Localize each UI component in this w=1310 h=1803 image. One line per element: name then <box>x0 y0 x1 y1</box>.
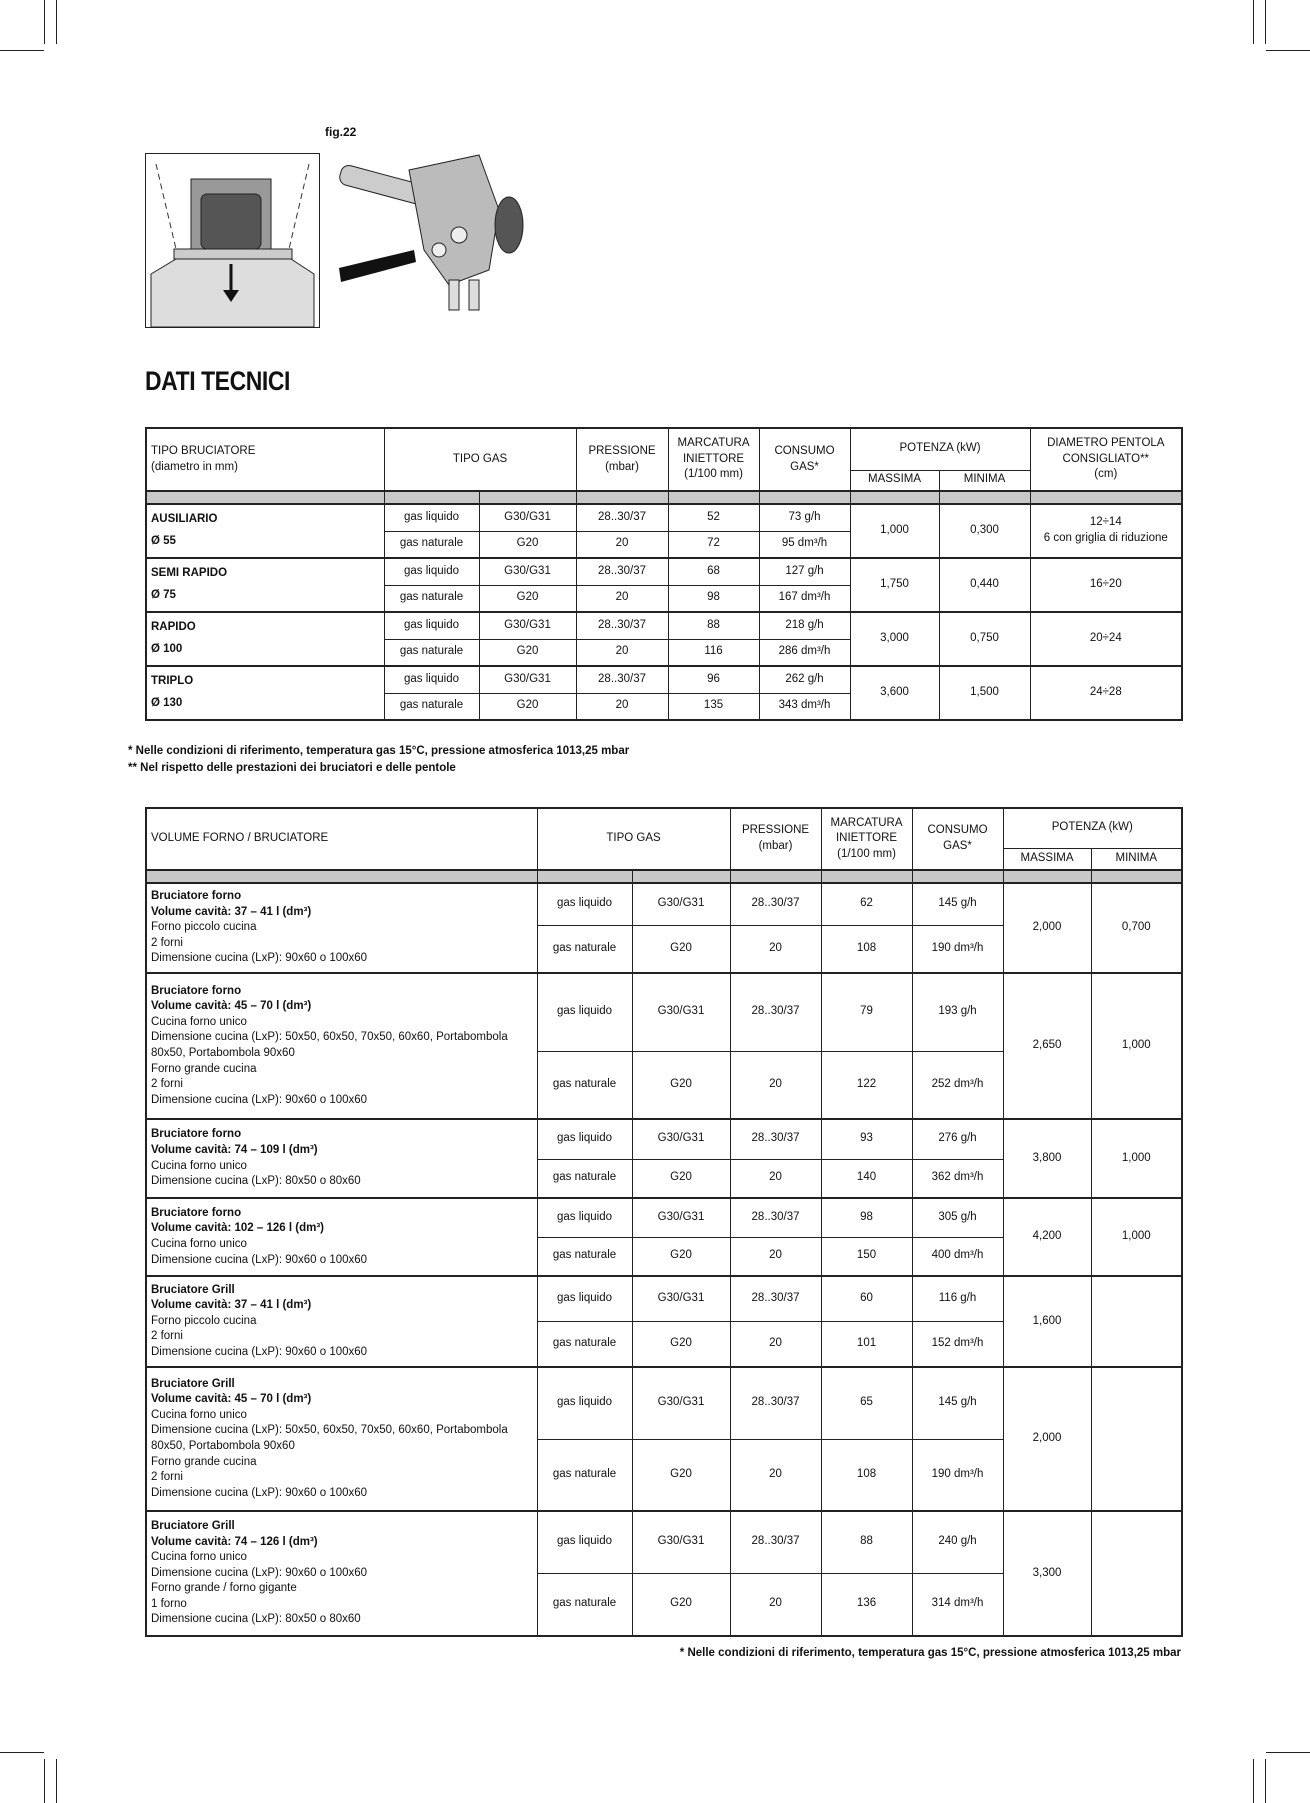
power-max: 1,750 <box>850 558 939 612</box>
gas-consumption: 145 g/h <box>912 883 1003 925</box>
gas-pressure: 20 <box>576 585 668 612</box>
header-line: PRESSIONE <box>741 824 810 837</box>
header-max: MASSIMA <box>850 470 939 491</box>
gas-type: gas naturale <box>537 925 632 973</box>
gas-code: G30/G31 <box>632 973 730 1051</box>
gas-code: G20 <box>632 1439 730 1511</box>
crop-mark <box>56 0 57 44</box>
crop-mark <box>1253 1759 1254 1803</box>
power-max: 1,600 <box>1003 1276 1091 1367</box>
header-line: INIETTORE <box>835 832 898 845</box>
oven-description <box>146 973 537 1119</box>
power-min: 1,000 <box>1091 1119 1182 1198</box>
header-gas-type: TIPO GAS <box>384 428 576 491</box>
gas-consumption: 116 g/h <box>912 1276 1003 1321</box>
power-min: 0,440 <box>939 558 1030 612</box>
separator-cell <box>668 491 759 504</box>
gas-consumption: 305 g/h <box>912 1198 1003 1237</box>
crop-mark <box>1265 1759 1266 1803</box>
description-line: Dimensione cucina (LxP): 90x60 o 100x60 <box>151 1486 368 1499</box>
power-min: 1,000 <box>1091 1198 1182 1276</box>
gas-marking: 79 <box>821 973 912 1051</box>
pot-diameter <box>1030 612 1182 666</box>
burner-name: TRIPLO <box>151 675 194 688</box>
description-line: Cucina forno unico <box>151 1015 247 1028</box>
table-row <box>146 1198 1182 1237</box>
header-line: CONSUMO <box>774 444 835 457</box>
separator-cell <box>821 870 912 883</box>
gas-marking: 88 <box>821 1511 912 1573</box>
power-min: 1,000 <box>1091 973 1182 1119</box>
gas-pressure: 28..30/37 <box>730 1119 821 1159</box>
description-line: Bruciatore Grill <box>151 1283 235 1296</box>
separator-row <box>146 870 1182 883</box>
crop-mark <box>44 0 45 44</box>
gas-pressure: 28..30/37 <box>730 1276 821 1321</box>
gas-type: gas naturale <box>537 1159 632 1198</box>
header-power: POTENZA (kW) <box>1003 808 1182 848</box>
oven-burner-data-table <box>145 807 1183 1637</box>
gas-consumption: 190 dm³/h <box>912 925 1003 973</box>
oven-description <box>146 1367 537 1511</box>
burner-size: Ø 130 <box>151 697 183 709</box>
header-consumption <box>912 808 1003 870</box>
separator-cell <box>576 491 668 504</box>
header-line: GAS* <box>790 460 819 473</box>
power-max: 2,650 <box>1003 973 1091 1119</box>
header-burner: VOLUME FORNO / BRUCIATORE <box>146 808 537 870</box>
gas-code: G20 <box>632 1051 730 1119</box>
header-pressure <box>576 428 668 491</box>
header-pressure <box>730 808 821 870</box>
gas-pressure: 20 <box>730 1237 821 1276</box>
power-min <box>1091 1511 1182 1636</box>
gas-marking: 136 <box>821 1573 912 1636</box>
gas-pressure: 28..30/37 <box>576 504 668 531</box>
power-max: 3,000 <box>850 612 939 666</box>
gas-pressure: 20 <box>730 1159 821 1198</box>
gas-pressure: 20 <box>576 639 668 666</box>
description-line: Dimensione cucina (LxP): 90x60 o 100x60 <box>151 1566 368 1579</box>
table-row <box>146 1276 1182 1321</box>
separator-cell <box>479 491 576 504</box>
description-line: 2 forni <box>151 1471 183 1484</box>
gas-consumption: 276 g/h <box>912 1119 1003 1159</box>
burner-name: RAPIDO <box>151 621 196 634</box>
table-row <box>146 883 1182 925</box>
description-line: Forno piccolo cucina <box>151 921 257 934</box>
gas-code: G20 <box>479 693 576 720</box>
gas-code: G30/G31 <box>632 1119 730 1159</box>
power-min <box>1091 1276 1182 1367</box>
gas-marking: 140 <box>821 1159 912 1198</box>
oven-description <box>146 1276 537 1367</box>
gas-marking: 72 <box>668 531 759 558</box>
description-line: Volume cavità: 37 – 41 l (dm³) <box>151 905 312 918</box>
header-marking <box>821 808 912 870</box>
separator-cell <box>1091 870 1182 883</box>
gas-type: gas naturale <box>537 1237 632 1276</box>
description-line: Volume cavità: 102 – 126 l (dm³) <box>151 1222 324 1235</box>
gas-type: gas liquido <box>537 1367 632 1439</box>
burner-size: Ø 75 <box>151 589 176 601</box>
gas-pressure: 28..30/37 <box>730 1367 821 1439</box>
gas-marking: 88 <box>668 612 759 639</box>
description-line: Dimensione cucina (LxP): 80x50 o 80x60 <box>151 1175 361 1188</box>
header-line: (mbar) <box>605 460 639 473</box>
power-min: 0,700 <box>1091 883 1182 973</box>
header-line: (1/100 mm) <box>684 468 743 481</box>
description-line: Bruciatore Grill <box>151 1377 235 1390</box>
crop-mark <box>1253 0 1254 44</box>
gas-pressure: 28..30/37 <box>730 973 821 1051</box>
gas-marking: 62 <box>821 883 912 925</box>
table-row <box>146 1511 1182 1573</box>
oven-description <box>146 1198 537 1276</box>
header-line: PRESSIONE <box>588 444 656 457</box>
crop-mark <box>1266 50 1310 51</box>
header-line: CONSUMO <box>927 824 988 837</box>
header-line: MARCATURA <box>830 816 903 829</box>
gas-marking: 135 <box>668 693 759 720</box>
gas-type: gas naturale <box>537 1573 632 1636</box>
table-row <box>146 1367 1182 1439</box>
gas-type: gas naturale <box>537 1051 632 1119</box>
crop-mark <box>44 1759 45 1803</box>
description-line: 1 forno <box>151 1597 187 1610</box>
oven-description <box>146 883 537 973</box>
gas-consumption: 167 dm³/h <box>759 585 850 612</box>
gas-consumption: 193 g/h <box>912 973 1003 1051</box>
separator-cell <box>912 870 1003 883</box>
gas-pressure: 28..30/37 <box>576 558 668 585</box>
description-line: 2 forni <box>151 1078 183 1091</box>
gas-type: gas naturale <box>537 1439 632 1511</box>
diameter-line: 6 con griglia di riduzione <box>1043 532 1168 544</box>
header-gas-type: TIPO GAS <box>537 808 730 870</box>
header-line: (cm) <box>1094 468 1118 481</box>
header-row <box>146 808 1182 848</box>
gas-pressure: 28..30/37 <box>730 1198 821 1237</box>
figure-label: fig.22 <box>325 125 357 139</box>
gas-pressure: 20 <box>576 531 668 558</box>
gas-code: G30/G31 <box>479 558 576 585</box>
gas-type: gas naturale <box>537 1321 632 1367</box>
gas-marking: 116 <box>668 639 759 666</box>
separator-cell <box>1030 491 1182 504</box>
power-max: 3,300 <box>1003 1511 1091 1636</box>
gas-marking: 98 <box>668 585 759 612</box>
gas-code: G20 <box>632 1159 730 1198</box>
diameter-line: 24÷28 <box>1089 686 1122 699</box>
description-line: 2 forni <box>151 1330 183 1343</box>
gas-type: gas liquido <box>537 1119 632 1159</box>
gas-marking: 93 <box>821 1119 912 1159</box>
gas-type: gas liquido <box>537 973 632 1051</box>
burner-name-cell <box>146 504 384 558</box>
gas-code: G20 <box>632 925 730 973</box>
gas-type: gas liquido <box>384 666 479 693</box>
gas-pressure: 28..30/37 <box>576 666 668 693</box>
gas-consumption: 145 g/h <box>912 1367 1003 1439</box>
gas-marking: 68 <box>668 558 759 585</box>
gas-code: G30/G31 <box>632 883 730 925</box>
table-row <box>146 973 1182 1051</box>
gas-consumption: 286 dm³/h <box>759 639 850 666</box>
gas-code: G30/G31 <box>632 1198 730 1237</box>
gas-code: G30/G31 <box>479 666 576 693</box>
burner-size: Ø 55 <box>151 535 176 547</box>
description-line: Cucina forno unico <box>151 1238 247 1250</box>
description-line: Dimensione cucina (LxP): 90x60 o 100x60 <box>151 952 368 965</box>
table-row <box>146 558 1182 585</box>
header-line: INIETTORE <box>682 452 745 465</box>
pot-diameter <box>1030 504 1182 558</box>
gas-pressure: 20 <box>576 693 668 720</box>
description-line: Bruciatore forno <box>151 1206 242 1219</box>
header-line: TIPO BRUCIATORE <box>151 444 256 457</box>
description-line: Dimensione cucina (LxP): 50x50, 60x50, 70x50, 60x60, Portabombola <box>151 1031 508 1044</box>
gas-marking: 108 <box>821 925 912 973</box>
oven-illustration <box>145 153 320 328</box>
diameter-line: 12÷14 <box>1089 516 1122 529</box>
footnote-1: * Nelle condizioni di riferimento, temperatura gas 15°C, pressione atmosferica 1013,25 mbar <box>128 745 630 757</box>
crop-mark <box>1266 1752 1310 1753</box>
gas-type: gas naturale <box>384 585 479 612</box>
gas-pressure: 20 <box>730 925 821 973</box>
gas-pressure: 20 <box>730 1439 821 1511</box>
power-max: 1,000 <box>850 504 939 558</box>
separator-row <box>146 491 1182 504</box>
description-line: 2 forni <box>151 936 183 949</box>
separator-cell <box>759 491 850 504</box>
description-line: Volume cavità: 37 – 41 l (dm³) <box>151 1299 312 1312</box>
header-power: POTENZA (kW) <box>850 428 1030 470</box>
page-heading: DATI TECNICI <box>145 366 290 396</box>
description-line: Forno grande / forno gigante <box>151 1582 297 1595</box>
gas-consumption: 95 dm³/h <box>759 531 850 558</box>
description-line: Volume cavità: 45 – 70 l (dm³) <box>151 1393 312 1406</box>
table-row <box>146 1119 1182 1159</box>
oven-description <box>146 1511 537 1636</box>
header-diameter <box>1030 428 1182 491</box>
separator-cell <box>146 870 537 883</box>
power-min: 0,300 <box>939 504 1030 558</box>
footnote-2: ** Nel rispetto delle prestazioni dei bruciatori e delle pentole <box>128 762 456 774</box>
description-line: Dimensione cucina (LxP): 50x50, 60x50, 70x50, 60x60, Portabombola <box>151 1424 508 1437</box>
description-line: Volume cavità: 74 – 109 l (dm³) <box>151 1143 318 1156</box>
gas-type: gas naturale <box>384 639 479 666</box>
crop-mark <box>56 1759 57 1803</box>
gas-type: gas liquido <box>384 612 479 639</box>
gas-marking: 52 <box>668 504 759 531</box>
description-line: Bruciatore forno <box>151 890 242 903</box>
description-line: Bruciatore Grill <box>151 1520 235 1533</box>
table-row <box>146 612 1182 639</box>
gas-marking: 98 <box>821 1198 912 1237</box>
gas-code: G30/G31 <box>632 1276 730 1321</box>
separator-cell <box>730 870 821 883</box>
description-line: Cucina forno unico <box>151 1551 247 1564</box>
table-row <box>146 504 1182 531</box>
separator-cell <box>146 491 384 504</box>
gas-consumption: 343 dm³/h <box>759 693 850 720</box>
gas-type: gas liquido <box>537 1198 632 1237</box>
description-line: Cucina forno unico <box>151 1159 247 1172</box>
gas-marking: 108 <box>821 1439 912 1511</box>
footnote-oven: * Nelle condizioni di riferimento, temperatura gas 15°C, pressione atmosferica 1013,25 mbar <box>679 1647 1181 1659</box>
table-row <box>146 666 1182 693</box>
header-line: (mbar) <box>758 840 793 852</box>
gas-pressure: 28..30/37 <box>730 1511 821 1573</box>
burner-name: AUSILIARIO <box>151 513 218 526</box>
gas-type: gas liquido <box>537 1511 632 1573</box>
separator-cell <box>939 491 1030 504</box>
gas-consumption: 314 dm³/h <box>912 1573 1003 1636</box>
power-min: 1,500 <box>939 666 1030 720</box>
gas-consumption: 240 g/h <box>912 1511 1003 1573</box>
header-line: DIAMETRO PENTOLA <box>1047 437 1165 450</box>
description-line: Volume cavità: 74 – 126 l (dm³) <box>151 1535 318 1548</box>
separator-cell <box>384 491 479 504</box>
description-line: Forno grande cucina <box>151 1062 257 1075</box>
gas-consumption: 152 dm³/h <box>912 1321 1003 1367</box>
power-max: 2,000 <box>1003 1367 1091 1511</box>
description-line: 80x50, Portabombola 90x60 <box>151 1047 295 1059</box>
description-line: Dimensione cucina (LxP): 80x50 o 80x60 <box>151 1613 361 1626</box>
gas-code: G20 <box>479 585 576 612</box>
description-line: Dimensione cucina (LxP): 90x60 o 100x60 <box>151 1093 368 1106</box>
gas-code: G30/G31 <box>479 612 576 639</box>
header-marking <box>668 428 759 491</box>
gas-pressure: 20 <box>730 1051 821 1119</box>
gas-consumption: 218 g/h <box>759 612 850 639</box>
power-max: 3,800 <box>1003 1119 1091 1198</box>
crop-mark <box>0 1752 44 1753</box>
description-line: Forno piccolo cucina <box>151 1314 257 1327</box>
gas-consumption: 262 g/h <box>759 666 850 693</box>
gas-type: gas liquido <box>384 504 479 531</box>
gas-type: gas naturale <box>384 693 479 720</box>
gas-marking: 122 <box>821 1051 912 1119</box>
description-line: Dimensione cucina (LxP): 90x60 o 100x60 <box>151 1345 368 1358</box>
gas-marking: 150 <box>821 1237 912 1276</box>
separator-cell <box>1003 870 1091 883</box>
gas-type: gas liquido <box>537 883 632 925</box>
description-line: Dimensione cucina (LxP): 90x60 o 100x60 <box>151 1253 368 1266</box>
power-max: 2,000 <box>1003 883 1091 973</box>
gas-code: G20 <box>632 1321 730 1367</box>
gas-marking: 101 <box>821 1321 912 1367</box>
gas-marking: 65 <box>821 1367 912 1439</box>
gas-consumption: 362 dm³/h <box>912 1159 1003 1198</box>
header-line: (1/100 mm) <box>837 847 896 860</box>
separator-cell <box>850 491 939 504</box>
description-line: 80x50, Portabombola 90x60 <box>151 1440 295 1452</box>
gas-marking: 60 <box>821 1276 912 1321</box>
header-line: CONSIGLIATO** <box>1062 452 1150 465</box>
gas-type: gas liquido <box>384 558 479 585</box>
gas-type: gas liquido <box>537 1276 632 1321</box>
header-row <box>146 428 1182 470</box>
diameter-line: 20÷24 <box>1089 632 1122 645</box>
burner-name: SEMI RAPIDO <box>151 567 228 580</box>
burner-name-cell <box>146 558 384 612</box>
pot-diameter <box>1030 558 1182 612</box>
description-line: Cucina forno unico <box>151 1408 247 1421</box>
gas-pressure: 20 <box>730 1573 821 1636</box>
gas-code: G20 <box>632 1237 730 1276</box>
pot-diameter <box>1030 666 1182 720</box>
gas-code: G30/G31 <box>632 1511 730 1573</box>
crop-mark <box>1265 0 1266 44</box>
gas-consumption: 190 dm³/h <box>912 1439 1003 1511</box>
gas-pressure: 28..30/37 <box>730 883 821 925</box>
gas-marking: 96 <box>668 666 759 693</box>
oven-description <box>146 1119 537 1198</box>
burner-data-table <box>145 427 1183 721</box>
power-min <box>1091 1367 1182 1511</box>
burner-name-cell <box>146 666 384 720</box>
gas-code: G30/G31 <box>632 1367 730 1439</box>
header-consumption <box>759 428 850 491</box>
separator-cell <box>537 870 632 883</box>
description-line: Bruciatore forno <box>151 1128 242 1141</box>
gas-consumption: 73 g/h <box>759 504 850 531</box>
header-line: (diametro in mm) <box>151 460 238 473</box>
gas-pressure: 28..30/37 <box>576 612 668 639</box>
power-max: 4,200 <box>1003 1198 1091 1276</box>
gas-consumption: 127 g/h <box>759 558 850 585</box>
header-line: GAS* <box>943 840 972 852</box>
separator-cell <box>632 870 730 883</box>
power-max: 3,600 <box>850 666 939 720</box>
gas-consumption: 252 dm³/h <box>912 1051 1003 1119</box>
description-line: Bruciatore forno <box>151 984 242 997</box>
gas-consumption: 400 dm³/h <box>912 1237 1003 1276</box>
gas-type: gas naturale <box>384 531 479 558</box>
gas-code: G20 <box>479 639 576 666</box>
header-max: MASSIMA <box>1003 848 1091 870</box>
description-line: Forno grande cucina <box>151 1455 257 1468</box>
description-line: Volume cavità: 45 – 70 l (dm³) <box>151 1000 312 1013</box>
burner-name-cell <box>146 612 384 666</box>
header-line: MARCATURA <box>677 437 750 450</box>
header-burner-type <box>146 428 384 491</box>
gas-pressure: 20 <box>730 1321 821 1367</box>
gas-code: G20 <box>479 531 576 558</box>
crop-mark <box>0 50 44 51</box>
diameter-line: 16÷20 <box>1089 578 1122 591</box>
burner-size: Ø 100 <box>151 643 183 655</box>
header-min: MINIMA <box>1091 848 1182 870</box>
gas-code: G20 <box>632 1573 730 1636</box>
gas-code: G30/G31 <box>479 504 576 531</box>
power-min: 0,750 <box>939 612 1030 666</box>
header-min: MINIMA <box>939 470 1030 491</box>
gas-tap-illustration <box>339 150 549 330</box>
